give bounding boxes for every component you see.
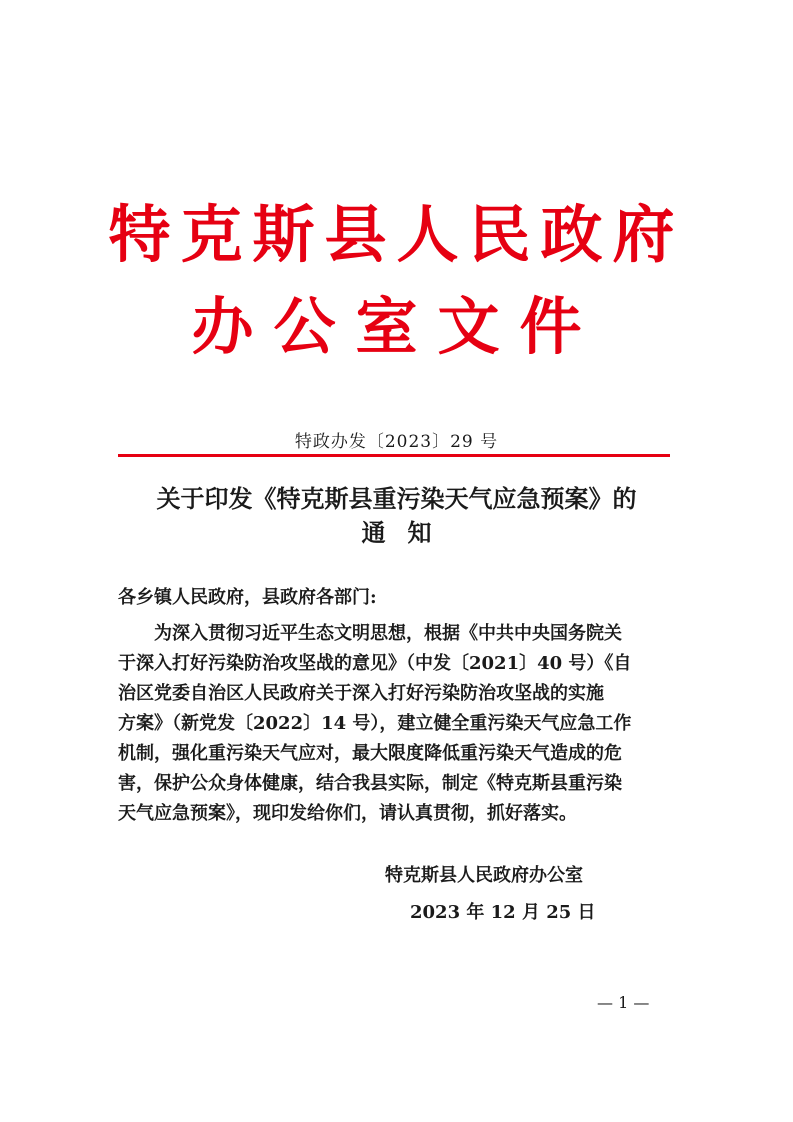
notice-title-line1: 关于印发《特克斯县重污染天气应急预案》的 — [156, 484, 637, 513]
document-type-title: 办公室文件 — [191, 290, 602, 363]
red-separator-line — [118, 454, 670, 457]
body-line: 机制，强化重污染天气应对，最大限度降低重污染天气造成的危 — [118, 743, 622, 764]
salutation: 各乡镇人民政府，县政府各部门: — [118, 587, 377, 608]
body-line: 于深入打好污染防治攻坚战的意见》（中发〔2021〕40 号）《自 — [118, 653, 632, 674]
body-line: 为深入贯彻习近平生态文明思想，根据《中共中央国务院关 — [118, 623, 622, 644]
issue-date: 2023 年 12 月 25 日 — [410, 902, 596, 923]
notice-title-line2: 通知 — [361, 518, 454, 547]
body-line: 害，保护公众身体健康，结合我县实际，制定《特克斯县重污染 — [118, 773, 622, 794]
notice-title — [0, 482, 793, 550]
document-number: 特政办发〔2023〕29 号 — [294, 432, 499, 452]
issuing-authority-title: 特克斯县人民政府 — [108, 198, 685, 271]
body-line: 方案》（新党发〔2022〕14 号），建立健全重污染天气应急工作 — [118, 713, 632, 734]
body-line: 治区党委自治区人民政府关于深入打好污染防治攻坚战的实施 — [118, 683, 604, 704]
issuer-signature: 特克斯县人民政府办公室 — [385, 865, 583, 886]
body-paragraph — [118, 619, 678, 829]
page-number: — 1 — — [597, 993, 650, 1012]
body-line: 天气应急预案》，现印发给你们，请认真贯彻，抓好落实。 — [118, 803, 577, 824]
